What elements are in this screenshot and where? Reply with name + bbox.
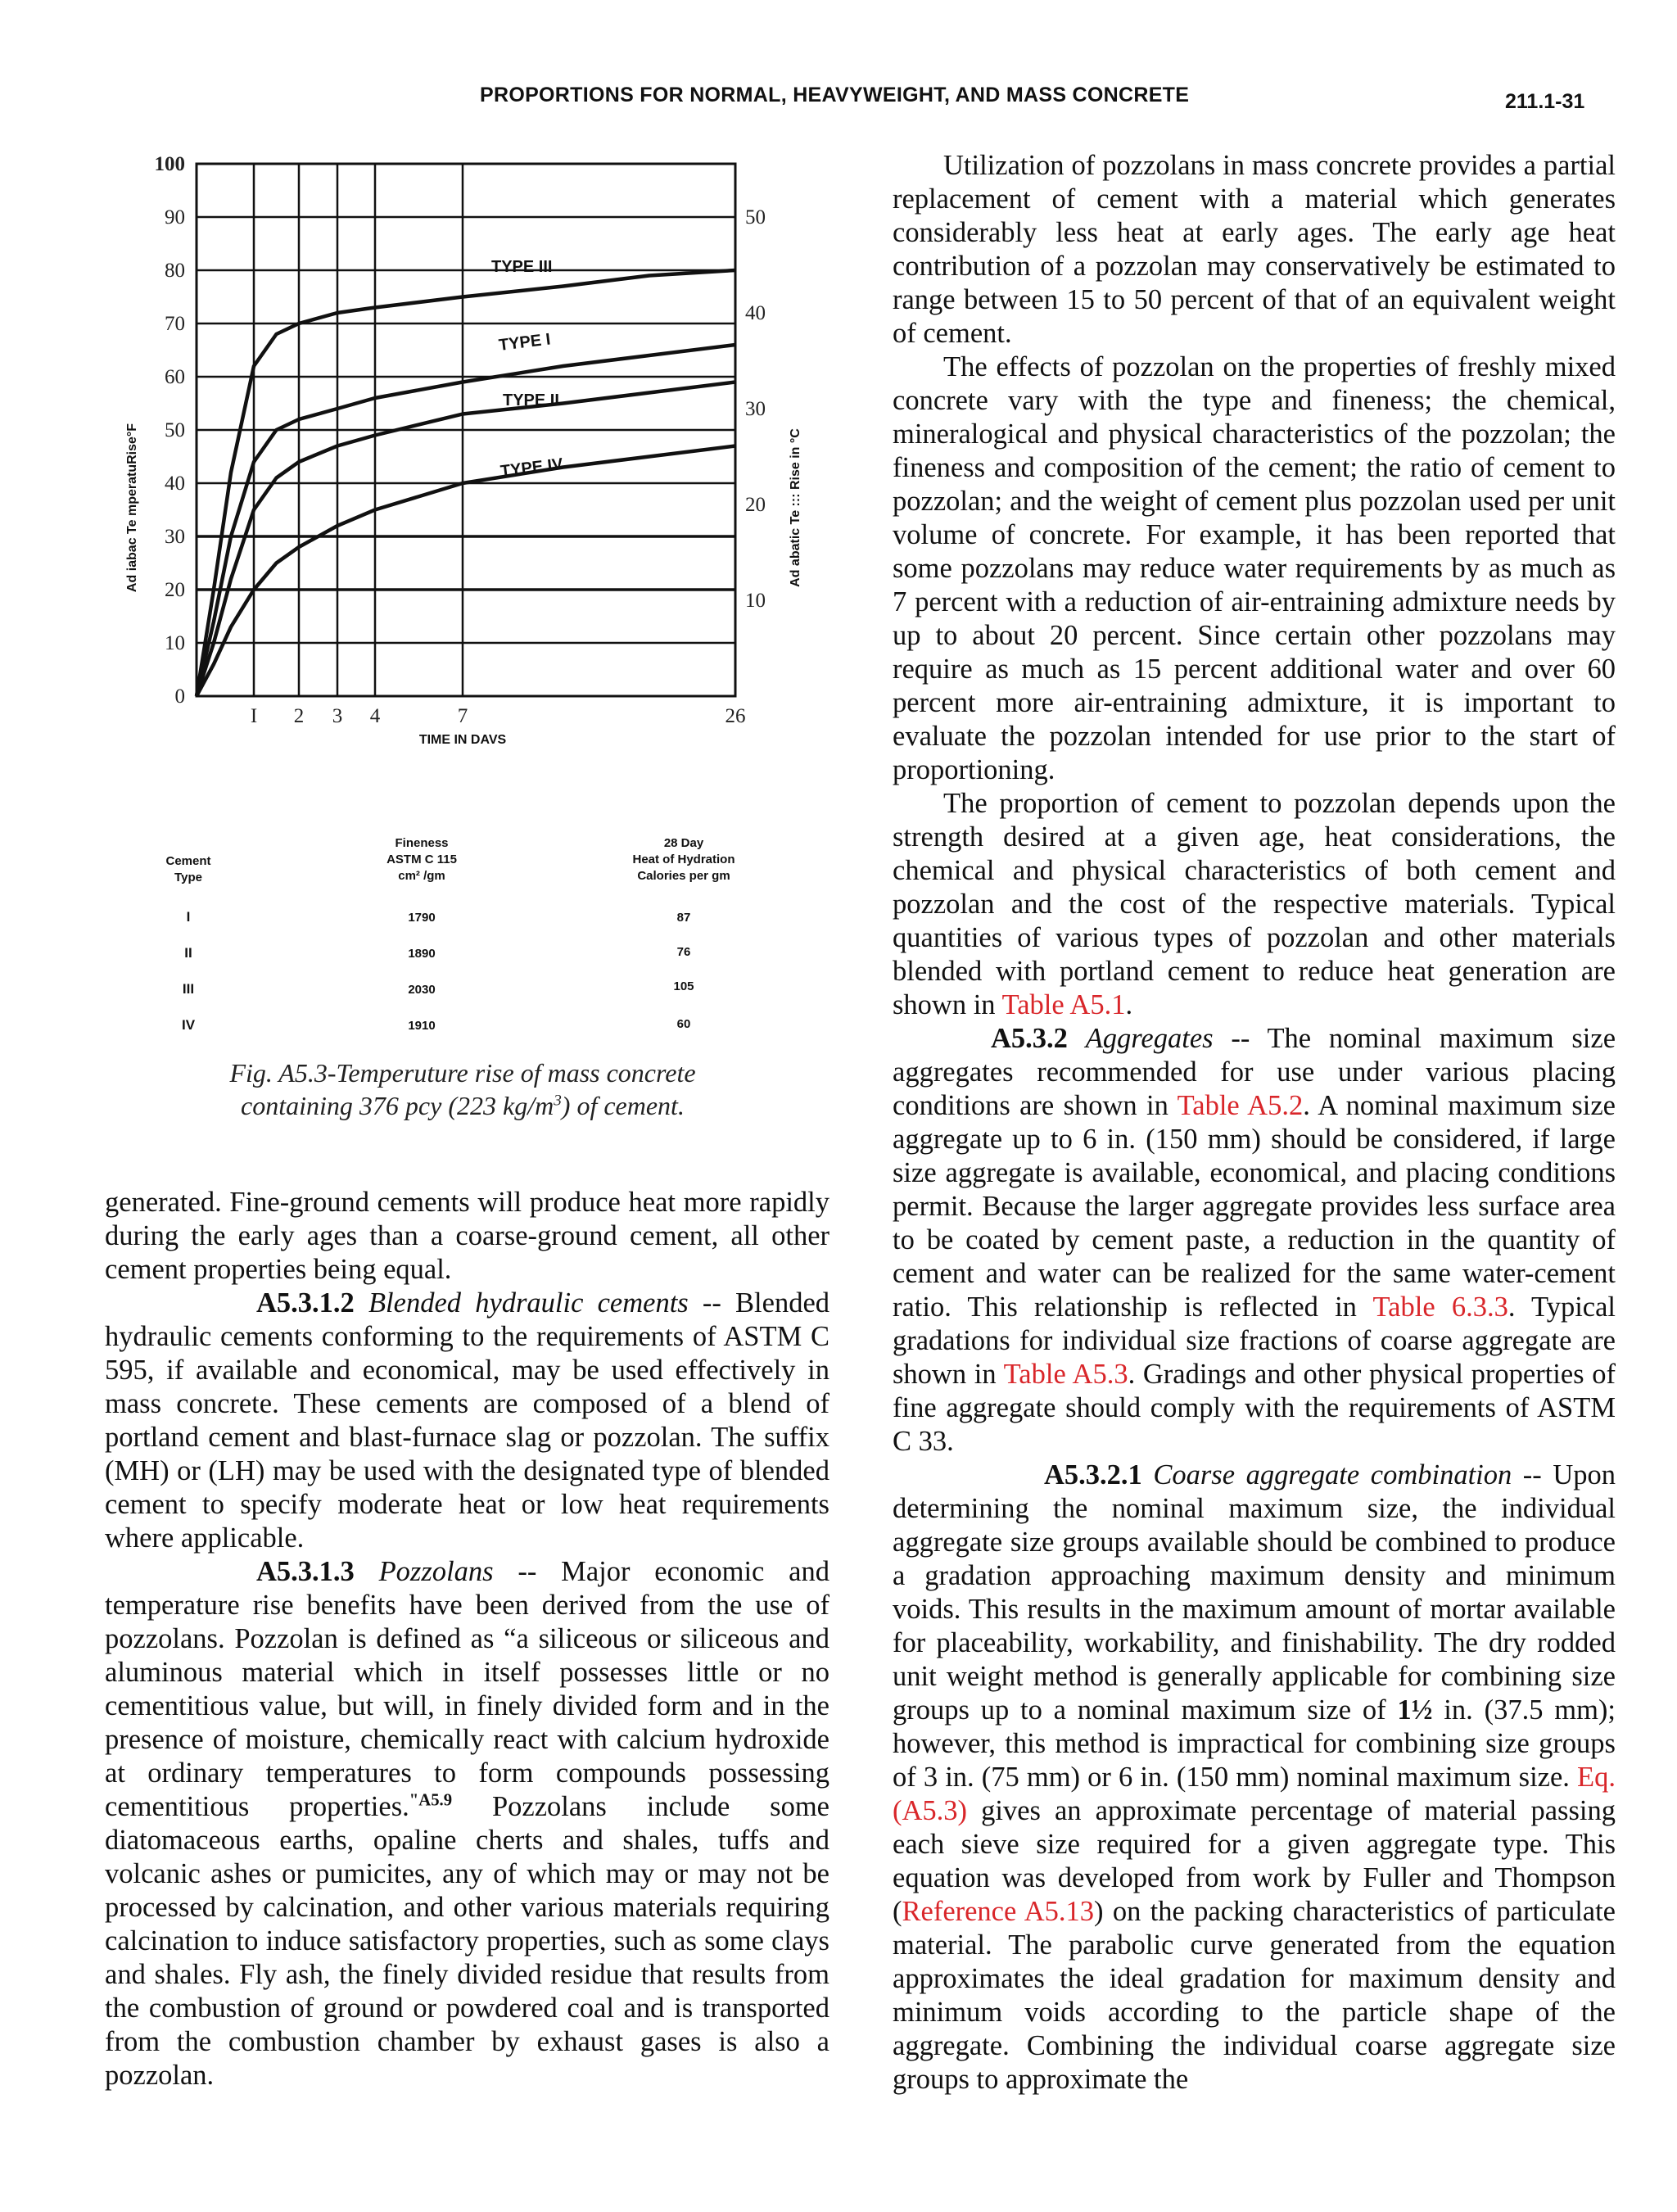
y-left-tick-label: 10: [165, 632, 185, 654]
x-tick-label: 4: [369, 705, 381, 727]
header-fineness-line1: Fineness: [395, 836, 449, 850]
right-paragraph-1: Utilization of pozzolans in mass concrete provides a partial replacement of cement with a material which generates considerably less heat at early ages. The early age heat contribution of a pozzolan may conservatively be estimated to range between 15 to 50 percent of that of an equivalent weight of cement.: [893, 150, 1616, 349]
section-body-cont: Pozzolans include some diatomaceous earths, opaline cherts and shales, tuffs and volcanic ashes or pumicites, any of which may or may not be processed by calcination, and other various materials requiring calcination to induce satisfactory properties, such as some clays and shales. Fly ash, the finely divided residue that results from the combustion of ground or powdered coal and is transported from the combustion chamber by exhaust gases is also a pozzolan.: [105, 1791, 829, 2091]
row-4-heat: 60: [676, 1017, 691, 1031]
section-body: -- Blended hydraulic cements conforming to the requirements of ASTM C 595, if available and economical, may be used effectively in mass concrete. These cements are composed of a blend of portland cement and blast-furnace slag or pozzolan. The suffix (MH) or (LH) may be used with the designated type of blended cement to specify moderate heat or low heat requirements where applicable.: [105, 1287, 830, 1554]
row-1-type: I: [186, 909, 191, 925]
paragraph-text: . Typical gradations for individual size fractions of coarse aggregate are shown in: [893, 1291, 1616, 1390]
link-table-a5-3[interactable]: Table A5.3: [1003, 1359, 1128, 1390]
row-3-fineness: 2030: [408, 983, 436, 997]
chart-ticks: [155, 153, 766, 727]
y-right-tick-label: 20: [745, 494, 766, 516]
paragraph-text: -- Upon determining the nominal maximum size, the individual aggregate size groups available should be combined to produce a gradation approaching maximum density and minimum voids. This results in the maximum amount of mortar available for placeability, workability, and finishability. The dry rodded unit weight method is generally applicable for combining size groups up to a nominal maximum size of: [893, 1459, 1616, 1726]
x-tick-label: 26: [725, 705, 746, 727]
curve-label-type-iv: TYPE IV: [499, 455, 564, 481]
row-1-heat: 87: [676, 911, 691, 925]
row-4-fineness: 1910: [408, 1019, 436, 1033]
header-cement-type: [156, 853, 221, 886]
y-right-tick-label: 50: [745, 206, 766, 228]
right-column: [893, 149, 1616, 2097]
header-heat-line2: Heat of Hydration: [632, 853, 735, 866]
right-paragraph-2: The effects of pozzolan on the properties of freshly mixed concrete vary with the type and fineness; the chemical, mineralogical and physical characteristics of the pozzolan; the fineness and composition of the cement; the ratio of cement to pozzolan; and the weight of cement plus pozzolan used per unit volume of concrete. For example, it has been reported that some pozzolans may reduce water requirements by as much as 7 percent with a reduction of air-entraining admixture needs by up to about 20 percent. Since certain other pozzolans may require as much as 15 percent additional water and over 60 percent more air-entraining admixture, it is important to evaluate the pozzolan intended for use prior to the start of proportioning.: [893, 351, 1616, 785]
x-tick-label: 7: [457, 705, 468, 727]
link-reference-a5-13[interactable]: Reference A5.13: [902, 1896, 1095, 1927]
header-heat-line3: Calories per gm: [637, 869, 730, 883]
header-heat-line1: 28 Day: [663, 836, 704, 850]
paragraph-text: -- The nominal maximum size aggregates recommended for use under various placing conditions are shown in: [893, 1023, 1616, 1121]
paragraph-text: in. (37.5 mm); however, this method is impractical for combining size groups of 3 in. (75 mm) or 6 in. (150 mm) nominal maximum size.: [893, 1694, 1616, 1793]
y-left-tick-label: 50: [165, 419, 185, 441]
curve-label-type-ii: TYPE II: [503, 391, 559, 409]
paragraph-text: gives an approximate percentage of material passing each sieve size required for a given aggregate type. This equation was developed from work by Fuller and Thompson (: [893, 1795, 1616, 1927]
y-left-tick-label: 40: [165, 473, 185, 495]
section-a5-3-2: [893, 1022, 1616, 1459]
row-1-fineness: 1790: [408, 911, 436, 925]
y-left-tick-label: 20: [165, 579, 185, 601]
section-a5-3-1-3: [105, 1555, 829, 2092]
y-left-tick-label: 70: [165, 313, 185, 335]
y-left-tick-label: 60: [165, 366, 185, 388]
row-2-type: II: [184, 945, 192, 961]
x-tick-label: 3: [332, 705, 343, 727]
y-right-tick-label: 10: [745, 590, 766, 612]
link-eq-a5-3[interactable]: Eq. (A5.3): [893, 1762, 1616, 1826]
row-3-type: III: [182, 981, 195, 997]
row-3-heat: 105: [673, 979, 694, 993]
section-a5-3-2-1: [893, 1459, 1616, 2097]
paragraph-text: . Gradings and other physical properties of fine aggregate should comply with the requirements of ASTM C 33.: [893, 1359, 1616, 1457]
running-header-title: PROPORTIONS FOR NORMAL, HEAVYWEIGHT, AND MASS CONCRETE: [480, 84, 1190, 106]
header-type-line: Type: [174, 871, 202, 884]
y-left-tick-label: 0: [174, 685, 185, 708]
row-2-heat: 76: [676, 945, 691, 959]
x-axis-title: TIME IN DAVS: [418, 733, 507, 747]
row-4-type: IV: [181, 1017, 196, 1033]
caption-sup: 3: [554, 1092, 562, 1110]
header-fineness-line2: ASTM C 115: [386, 853, 457, 866]
caption-line-2a: containing 376 pcy (223 kg/m: [241, 1091, 554, 1120]
y-left-tick-label: 100: [154, 153, 185, 175]
header-fineness-line3: cm² /gm: [398, 869, 445, 883]
y-axis-title-right: Ad abatic Te ::: Rise in °C: [789, 428, 802, 587]
right-paragraph-3: [893, 787, 1616, 1022]
link-table-a5-1[interactable]: Table A5.1: [1001, 989, 1126, 1020]
left-column: [105, 1186, 829, 2092]
link-table-a5-2[interactable]: Table A5.2: [1177, 1090, 1304, 1121]
paragraph-text: . A nominal maximum size aggregate up to 6 in. (150 mm) should be considered, if large size aggregate is available, economical, and placing conditions permit. Because the larger aggregate provides less surface area to be coated by cement paste, a reduction in the quantity of cement and water can be realized for the same water-cement ratio. This relationship is reflected in: [893, 1090, 1616, 1323]
header-cement-line: Cement: [165, 854, 211, 868]
paragraph-text: .: [1125, 989, 1133, 1020]
section-number: A5.3.1.2: [256, 1287, 355, 1319]
curve-label-type-i: TYPE I: [497, 330, 552, 355]
y-left-tick-label: 30: [165, 526, 185, 548]
caption-line-1: Fig. A5.3-Temperuture rise of mass concrete: [229, 1058, 696, 1088]
header-heat: [590, 835, 778, 884]
temperature-rise-chart: [115, 147, 819, 803]
reference-superscript: "A5.9: [409, 1791, 453, 1810]
x-tick-label: 2: [293, 705, 305, 727]
section-number: A5.3.1.3: [256, 1556, 355, 1587]
section-title: Aggregates: [1085, 1023, 1214, 1054]
caption-line-2b: ) of cement.: [561, 1091, 685, 1120]
section-title: Pozzolans: [378, 1556, 494, 1587]
caption-line-2: [160, 1089, 766, 1122]
y-right-tick-label: 30: [745, 398, 766, 420]
paragraph-text: ) on the packing characteristics of particulate material. The parabolic curve generated from the equation approximates the ideal gradation for maximum density and minimum voids according to the particle shape of the aggregate. Combining the individual coarse aggregate size groups to approximate the: [893, 1896, 1616, 2095]
link-table-6-3-3[interactable]: Table 6.3.3: [1372, 1291, 1508, 1323]
fraction: 1½: [1397, 1694, 1433, 1726]
section-a5-3-1-2: [105, 1287, 829, 1555]
paragraph-text: The proportion of cement to pozzolan depends upon the strength desired at a given age, heat considerations, the chemical and physical characteristics of both cement and pozzolan and the cost of the respective materials. Typical quantities of various types of pozzolan and other materials blended with portland cement to reduce heat generation are shown in: [893, 788, 1616, 1020]
y-left-tick-label: 90: [165, 206, 185, 228]
y-right-tick-label: 40: [745, 302, 766, 324]
section-title: Coarse aggregate combination: [1153, 1459, 1512, 1490]
section-number: A5.3.2: [991, 1023, 1068, 1054]
section-title: Blended hydraulic cements: [368, 1287, 689, 1319]
x-tick-label: I: [250, 705, 258, 727]
row-2-fineness: 1890: [408, 947, 436, 961]
page-number: 211.1-31: [1505, 90, 1585, 113]
section-number: A5.3.2.1: [1044, 1459, 1142, 1490]
section-body: -- Major economic and temperature rise benefits have been derived from the use of pozzolans. Pozzolan is defined as “a siliceous or siliceous and aluminous material which in itself possesses little or no cementitious value, but will, in finely divided form and in the presence of moisture, chemically react with calcium hydroxide at ordinary temperatures to form compounds possessing cementitious properties.: [105, 1556, 829, 1822]
curve-label-type-iii: TYPE III: [491, 258, 553, 276]
y-left-tick-label: 80: [165, 260, 185, 282]
y-axis-title-left: Ad iabac Te mperatuRise°F: [125, 423, 139, 593]
left-paragraph-1: generated. Fine-ground cements will produce heat more rapidly during the early ages than a coarse-ground cement, all other cement properties being equal.: [105, 1187, 829, 1285]
figure-caption: [160, 1056, 766, 1122]
header-fineness: [352, 835, 491, 884]
